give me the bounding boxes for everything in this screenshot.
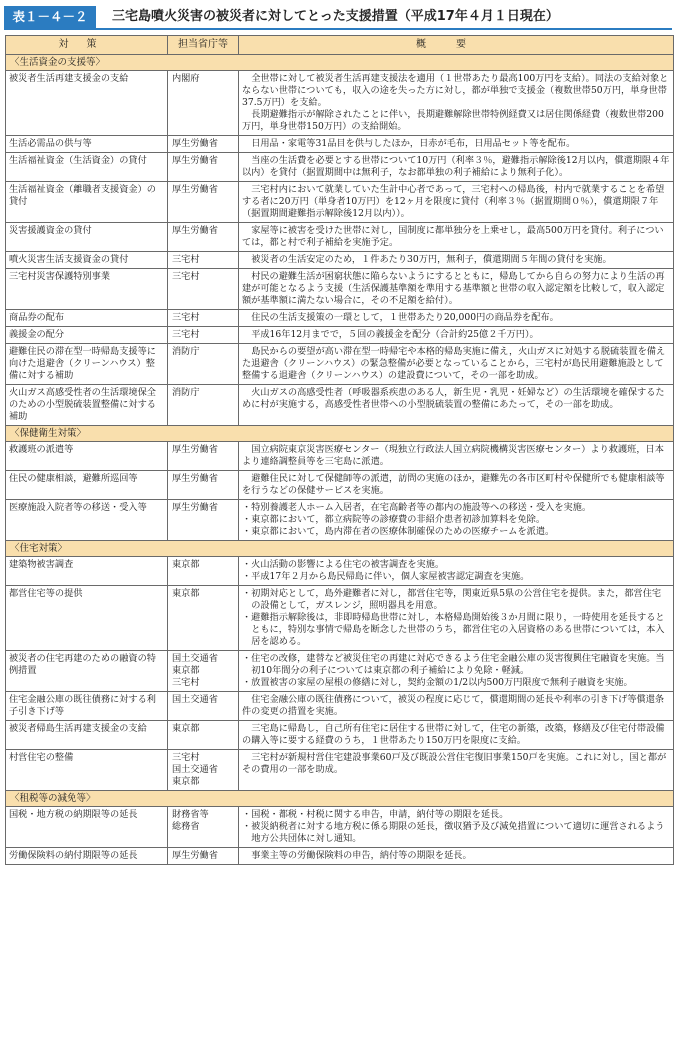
- measure-cell: 被災者生活再建支援金の支給: [6, 71, 168, 136]
- summary-cell: [239, 269, 674, 310]
- summary-cell: [239, 153, 674, 182]
- summary-cell: [239, 385, 674, 426]
- table-row: [6, 442, 674, 471]
- table-row: [6, 344, 674, 385]
- table-row: [6, 471, 674, 500]
- agency-name: 東京都: [172, 776, 200, 787]
- measure-cell: 避難住民の滞在型一時帰島支援等に向けた退避舎（クリーンハウス）整備に対する補助: [6, 344, 168, 385]
- agency-name: 三宅村: [172, 329, 200, 340]
- summary-cell: [239, 586, 674, 651]
- summary-cell: [239, 651, 674, 692]
- summary-paragraph: 国立病院東京災害医療センター（現独立行政法人国立病院機構災害医療センター）より救護班，日本より連絡調整員等を三宅島に派遣。: [242, 444, 664, 467]
- table-row: [6, 136, 674, 153]
- summary-cell: [239, 223, 674, 252]
- summary-paragraph: 当座の生活費を必要とする世帯について10万円（利率３％，避難指示解除後12月以内，償還期限４年以内）を貸付（据置期間中は無利子，なお都単独の利子補給により無利子化）。: [242, 155, 670, 178]
- category-row: [6, 426, 674, 442]
- agency-name: 東京都: [172, 723, 200, 734]
- table-row: [6, 750, 674, 791]
- summary-paragraph: 日用品・家電等31品目を供与したほか，日赤が毛布，日用品セット等を配布。: [251, 138, 576, 149]
- agency-name: 厚生労働省: [172, 444, 218, 455]
- agency-name: 内閣府: [172, 73, 200, 84]
- summary-cell: [239, 136, 674, 153]
- measure-cell: 被災者の住宅再建のための融資の特例措置: [6, 651, 168, 692]
- summary-bullet-list: [242, 588, 670, 648]
- agency-cell: [168, 500, 239, 541]
- category-row: [6, 791, 674, 807]
- summary-cell: [239, 182, 674, 223]
- summary-paragraph: 住民の生活支援策の一環として，１世帯あたり20,000円の商品券を配布。: [251, 312, 559, 323]
- agency-name: 厚生労働省: [172, 473, 218, 484]
- summary-paragraph: 村民の避難生活が困窮状態に陥らないようにするとともに，帰島してから自らの努力により生活の再建が可能となるよう支援（生活保護基準額を準用する基準額と世帯の収入認定額を比較して，収入認定額が基準額に満たない場合に，その不足額を給付）。: [242, 271, 665, 306]
- summary-bullet: ・火山活動の影響による住宅の被害調査を実施。: [242, 559, 445, 570]
- agency-name: 総務省: [172, 821, 200, 832]
- agency-name: 東京都: [172, 665, 200, 676]
- measure-cell: 生活福祉資金（生活資金）の貸付: [6, 153, 168, 182]
- measure-cell: 被災者帰島生活再建支援金の支給: [6, 721, 168, 750]
- measure-cell: 救護班の派遣等: [6, 442, 168, 471]
- agency-name: 厚生労働省: [172, 155, 218, 166]
- category-row: [6, 541, 674, 557]
- agency-cell: [168, 586, 239, 651]
- agency-cell: [168, 269, 239, 310]
- summary-bullet-list: [242, 653, 670, 689]
- summary-bullet: ・東京都において，島内滞在者の医療体制確保のための医療チームを派遣。: [242, 526, 555, 537]
- agency-name: 国土交通省: [172, 764, 218, 775]
- summary-cell: [239, 442, 674, 471]
- summary-cell: [239, 327, 674, 344]
- measure-cell: 三宅村災害保護特別事業: [6, 269, 168, 310]
- header-row: [6, 36, 674, 55]
- agency-cell: [168, 153, 239, 182]
- summary-paragraph: 火山ガスの高感受性者（呼吸器系疾患のある人，新生児・乳児・妊婦など）の生活環境を確保するために村が実施する，高感受性者世帯への小型脱硫装置の整備にあたって，その一部を助成。: [242, 387, 665, 410]
- agency-name: 財務省等: [172, 809, 209, 820]
- agency-cell: [168, 848, 239, 865]
- agency-cell: [168, 71, 239, 136]
- agency-cell: [168, 651, 239, 692]
- table-body: [6, 55, 674, 865]
- agency-cell: [168, 223, 239, 252]
- summary-bullet: ・避難指示解除後は，非即時帰島世帯に対し，本格帰島開始後３か月間に限り，一時使用を延長するとともに，特別な事情で帰島を断念した世帯のうち，都営住宅の入居資格のある世帯については，本入居を認める。: [242, 612, 665, 647]
- summary-bullet-list: [242, 502, 670, 538]
- measure-cell: 国税・地方税の納期限等の延長: [6, 807, 168, 848]
- agency-name: 三宅村: [172, 312, 200, 323]
- agency-cell: [168, 471, 239, 500]
- summary-paragraph: 島民からの要望が高い滞在型一時帰宅や本格的帰島実施に備え，火山ガスに対処する脱硫装置を備えた退避舎（クリーンハウス）の緊急整備が必要となっていることから，三宅村が島民用避難施設として整備する退避舎（クリーンハウス）の建設費について，その一部を助成。: [242, 346, 666, 381]
- summary-bullet: ・初期対応として，島外避難者に対し，都営住宅等，関東近県5県の公営住宅を提供。また，都営住宅の設備として，ガスレンジ，照明器具を用意。: [242, 588, 662, 611]
- page-title: 三宅島噴火災害の被災者に対してとった支援措置（平成17年４月１日現在）: [112, 9, 559, 24]
- agency-cell: [168, 442, 239, 471]
- measure-cell: 義援金の配分: [6, 327, 168, 344]
- agency-name: 東京都: [172, 559, 200, 570]
- agency-name: 東京都: [172, 588, 200, 599]
- agency-name: 厚生労働省: [172, 225, 218, 236]
- table-row: [6, 223, 674, 252]
- summary-cell: [239, 807, 674, 848]
- category-label: 〈租税等の減免等〉: [6, 791, 674, 807]
- summary-bullet: ・特別養護老人ホーム入居者，在宅高齢者等の都内の施設等への移送・受入を実施。: [242, 502, 592, 513]
- table-row: [6, 182, 674, 223]
- summary-bullet: ・住宅の改修，建替など被災住宅の再建に対応できるよう住宅金融公庫の災害復興住宅融資を実施。当初10年間分の利子については東京都の利子補給により免除・軽減。: [242, 653, 665, 676]
- summary-paragraph: 三宅村が新規村営住宅建設事業60戸及び既設公営住宅復旧事業150戸を実施。これに対し，国と都がその費用の一部を助成。: [242, 752, 667, 775]
- measure-cell: 生活必需品の供与等: [6, 136, 168, 153]
- agency-name: 国土交通省: [172, 694, 218, 705]
- measure-cell: 住宅金融公庫の既往債務に対する利子引き下げ等: [6, 692, 168, 721]
- summary-paragraph: 家屋等に被害を受けた世帯に対し，国制度に都単独分を上乗せし，最高500万円を貸付。利子については，都と村で利子補給を実施予定。: [242, 225, 664, 248]
- summary-paragraph: 全世帯に対して被災者生活再建支援法を適用（１世帯あたり最高100万円を支給）。同法の支給対象とならない世帯についても，収入の途を失った方に対し，都が単独で支援金（複数世帯50万円，単身世帯37.5万円）を支給。: [242, 73, 669, 108]
- summary-bullet: ・平成17年２月から島民帰島に伴い，個人家屋被害認定調査を実施。: [242, 571, 530, 582]
- table-row: [6, 692, 674, 721]
- summary-cell: [239, 344, 674, 385]
- summary-cell: [239, 252, 674, 269]
- agency-name: 厚生労働省: [172, 138, 218, 149]
- agency-name: 国土交通省: [172, 653, 218, 664]
- category-label: 〈保健衛生対策〉: [6, 426, 674, 442]
- summary-paragraph: 避難住民に対して保健師等の派遣，訪問の実施のほか，避難先の各市区町村や保健所でも健康相談等を行うなどの保健サービスを実施。: [242, 473, 665, 496]
- agency-cell: [168, 327, 239, 344]
- agency-cell: [168, 807, 239, 848]
- summary-cell: [239, 471, 674, 500]
- agency-name: 厚生労働省: [172, 850, 218, 861]
- table-row: [6, 153, 674, 182]
- summary-cell: [239, 848, 674, 865]
- summary-bullet: ・国税・都税・村税に関する申告，申請，納付等の期限を延長。: [242, 809, 509, 820]
- category-row: [6, 55, 674, 71]
- support-measures-table: [5, 35, 674, 865]
- column-header-measure: 対策: [6, 36, 168, 55]
- agency-cell: [168, 692, 239, 721]
- measure-cell: 建築物被害調査: [6, 557, 168, 586]
- measure-cell: 火山ガス高感受性者の生活環境保全のための小型脱硫装置整備に対する補助: [6, 385, 168, 426]
- table-row: [6, 721, 674, 750]
- table-number: 表１－４－２: [4, 6, 96, 28]
- category-label: 〈生活資金の支援等〉: [6, 55, 674, 71]
- summary-paragraph: 住宅金融公庫の既往債務について，被災の程度に応じて，償還期間の延長や利率の引き下げ等償還条件の変更の措置を実施。: [242, 694, 665, 717]
- measure-cell: 村営住宅の整備: [6, 750, 168, 791]
- column-header-summary: 概要: [239, 36, 674, 55]
- summary-cell: [239, 721, 674, 750]
- table-row: [6, 500, 674, 541]
- agency-cell: [168, 721, 239, 750]
- measure-cell: 災害援護資金の貸付: [6, 223, 168, 252]
- summary-paragraph: 平成16年12月までで，５回の義援金を配分（合計約25億２千万円）。: [251, 329, 539, 340]
- table-row: [6, 557, 674, 586]
- table-row: [6, 848, 674, 865]
- agency-cell: [168, 557, 239, 586]
- summary-bullet: ・東京都において，都立病院等の診療費の非紹介患者初診加算料を免除。: [242, 514, 546, 525]
- measure-cell: 住民の健康相談，避難所巡回等: [6, 471, 168, 500]
- agency-name: 消防庁: [172, 346, 200, 357]
- category-label: 〈住宅対策〉: [6, 541, 674, 557]
- agency-cell: [168, 182, 239, 223]
- measure-cell: 医療施設入院者等の移送・受入等: [6, 500, 168, 541]
- agency-cell: [168, 750, 239, 791]
- table-row: [6, 327, 674, 344]
- measure-cell: 生活福祉資金（離職者支援資金）の貸付: [6, 182, 168, 223]
- measure-cell: 労働保険料の納付期限等の延長: [6, 848, 168, 865]
- summary-cell: [239, 557, 674, 586]
- summary-paragraph: 三宅村内において就業していた生計中心者であって，三宅村への帰島後，村内で就業することを希望する者に20万円（単身者10万円）を12ヶ月を限度に貸付（利率３％（据置期間０％），償還期限７年（据置期間避難指示解除後12月以内））。: [242, 184, 665, 219]
- summary-cell: [239, 750, 674, 791]
- agency-cell: [168, 136, 239, 153]
- agency-name: 三宅村: [172, 271, 200, 282]
- table-row: [6, 651, 674, 692]
- summary-cell: [239, 71, 674, 136]
- summary-paragraph: 三宅島に帰島し，自己所有住宅に居住する世帯に対して，住宅の新築，改築，修繕及び住宅付帯設備の購入等に要する経費のうち，１世帯あたり150万円を限度に支給。: [242, 723, 665, 746]
- summary-bullet: ・放置被害の家屋の屋根の修繕に対し，契約金額の1/2以内500万円限度で無利子融資を実施。: [242, 677, 633, 688]
- table-row: [6, 310, 674, 327]
- summary-cell: [239, 310, 674, 327]
- agency-name: 三宅村: [172, 752, 200, 763]
- summary-cell: [239, 500, 674, 541]
- table-row: [6, 385, 674, 426]
- measure-cell: 噴火災害生活支援資金の貸付: [6, 252, 168, 269]
- agency-name: 三宅村: [172, 254, 200, 265]
- table-row: [6, 252, 674, 269]
- table-row: [6, 71, 674, 136]
- agency-name: 消防庁: [172, 387, 200, 398]
- agency-name: 厚生労働省: [172, 184, 218, 195]
- column-header-agency: 担当省庁等: [168, 36, 239, 55]
- summary-cell: [239, 692, 674, 721]
- summary-bullet: ・被災納税者に対する地方税に係る期限の延長，徴収猶予及び減免措置について適切に運営されるよう地方公共団体に対し通知。: [242, 821, 665, 844]
- agency-cell: [168, 310, 239, 327]
- agency-cell: [168, 252, 239, 269]
- summary-bullet-list: [242, 809, 670, 845]
- title-bar: [4, 6, 672, 30]
- summary-paragraph: 長期避難指示が解除されたことに伴い，長期避難解除世帯特例経費又は居住関係経費（複数世帯200万円，単身世帯150万円）の支給開始。: [242, 109, 664, 132]
- table-row: [6, 807, 674, 848]
- summary-paragraph: 事業主等の労働保険料の申告，納付等の期限を延長。: [251, 850, 472, 861]
- agency-name: 三宅村: [172, 677, 200, 688]
- measure-cell: 都営住宅等の提供: [6, 586, 168, 651]
- table-row: [6, 586, 674, 651]
- summary-bullet-list: [242, 559, 670, 583]
- summary-paragraph: 被災者の生活安定のため，１件あたり30万円，無利子，償還期間５年間の貸付を実施。: [251, 254, 612, 265]
- agency-cell: [168, 344, 239, 385]
- agency-name: 厚生労働省: [172, 502, 218, 513]
- agency-cell: [168, 385, 239, 426]
- table-row: [6, 269, 674, 310]
- measure-cell: 商品券の配布: [6, 310, 168, 327]
